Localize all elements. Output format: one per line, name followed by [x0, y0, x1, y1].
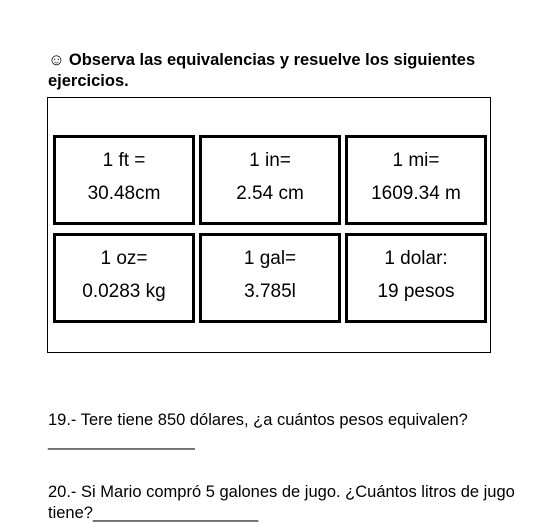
- equivalence-box-gal: [199, 233, 341, 323]
- equivalence-unit: 1 in=: [249, 150, 291, 171]
- equivalence-value: 3.785l: [244, 281, 296, 302]
- smiley-icon: ☺: [48, 51, 65, 69]
- question-20: 20.- Si Mario compró 5 galones de jugo. ¿Cuántos litros de jugo tiene?__________________: [48, 483, 515, 522]
- equivalence-value: 0.0283 kg: [82, 281, 166, 302]
- equivalence-unit: 1 ft =: [102, 150, 146, 171]
- equivalence-unit: 1 oz=: [100, 248, 148, 269]
- equivalence-value: 19 pesos: [377, 281, 455, 302]
- equivalence-value: 2.54 cm: [236, 183, 304, 204]
- equivalence-box-dolar: [345, 233, 487, 323]
- equivalence-box-ft: [53, 135, 195, 225]
- instruction-text: Observa las equivalencias y resuelve los siguientes ejercicios.: [48, 51, 476, 90]
- instruction-heading: [48, 50, 518, 92]
- equivalence-unit: 1 gal=: [243, 248, 297, 269]
- question-19: 19.- Tere tiene 850 dólares, ¿a cuántos pesos equivalen? ________________: [48, 411, 468, 450]
- equivalence-unit: 1 dolar:: [384, 248, 448, 269]
- equivalence-value: 30.48cm: [87, 183, 161, 204]
- equivalence-box-in: [199, 135, 341, 225]
- equivalence-box-oz: [53, 233, 195, 323]
- equivalence-unit: 1 mi=: [392, 150, 440, 171]
- equivalence-value: 1609.34 m: [371, 183, 461, 204]
- equivalence-box-mi: [345, 135, 487, 225]
